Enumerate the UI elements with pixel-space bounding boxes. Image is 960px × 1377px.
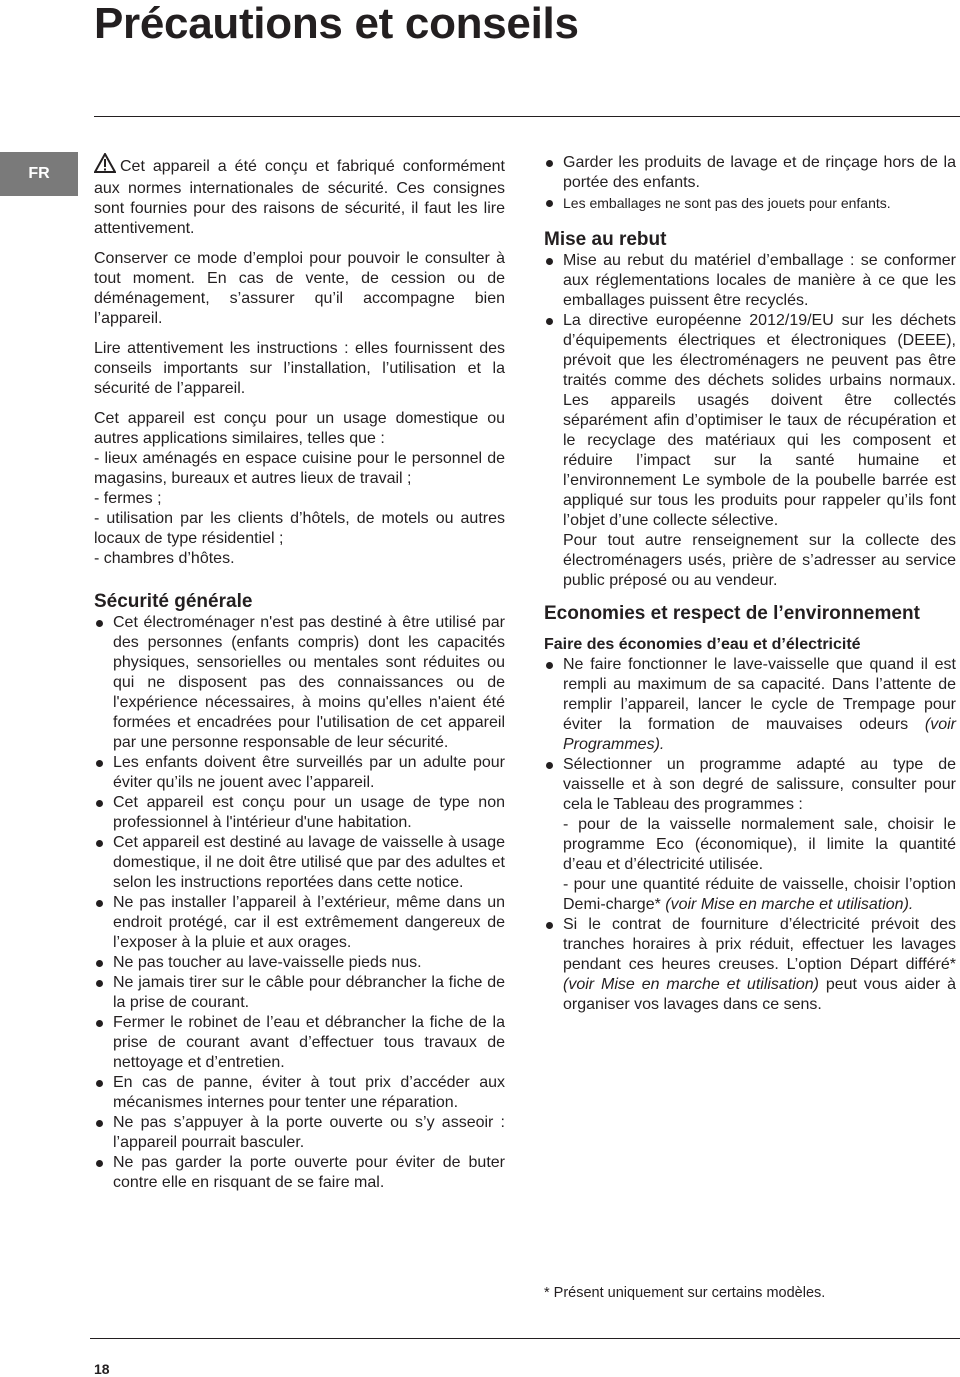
list-item: Cet électroménager n'est pas destiné à être utilisé par des personnes (enfants compris) dont les capacités physiques, sensorielles ou mentales sont réduites ou qui ne disposent pas des connaissances ou de l'expérience nécessaires, à moins qu'elles n'aient été formées et encadrées pour l'utilisation de cet appareil par une personne responsable de leur sécurité. (94, 613, 505, 753)
disposal-heading: Mise au rebut (544, 229, 667, 250)
intro-paragraph-2: Conserver ce mode d’emploi pour pouvoir le consulter à tout moment. En cas de vente, de cession ou de déménagement, s’assurer qu’il accompagne bien l’appareil. (94, 250, 505, 327)
disposal-list (544, 251, 956, 591)
list-item: Ne jamais tirer sur le câble pour débrancher la fiche de la prise de courant. (94, 973, 505, 1013)
intro-paragraph-4 (94, 409, 505, 569)
environment-heading: Economies et respect de l’environnement (544, 603, 920, 624)
children-safety-list (544, 153, 956, 213)
language-tab: FR (0, 152, 78, 196)
list-item: Ne pas garder la porte ouverte pour éviter de buter contre elle en risquant de se faire mal. (94, 1153, 505, 1193)
intro-text-1: Cet appareil a été conçu et fabriqué conformément aux normes internationales de sécurité. Ces consignes sont fournies pour des raisons de sécurité, il faut les lire attentivement. (94, 158, 505, 237)
warning-triangle-icon (94, 153, 116, 179)
left-column (94, 153, 505, 1193)
weee-text: La directive européenne 2012/19/EU sur les déchets d’équipements électriques et électroniques (DEEE), prévoit que les électroménagers ne peuvent pas être traités comme des déchets solides urbains normaux. Les appareils usagés doivent être collectés séparément afin d’optimiser le taux de récupération et le recyclage des matériaux qui les composent et réduire l’impact sur la santé humaine et l’environnement Le symbole de la poubelle barrée est appliqué sur tous les produits pour rappeler qu’ils font l’objet d’une collecte sélective. (563, 312, 956, 529)
tariff-text-tail: peut vous aider à organiser vos lavages dans ce sens. (563, 976, 956, 1013)
tariff-text: Si le contrat de fourniture d’électricité prévoit des tranches horaires à prix réduit, effectuer les lavages pendant ces heures creuses. L’option Départ différé* (563, 916, 956, 973)
list-item: Mise au rebut du matériel d’emballage : se conformer aux réglementations locales de manière à ce que les emballages puissent être recyclés. (544, 251, 956, 311)
usage-line: Cet appareil est conçu pour un usage domestique ou autres applications similaires, telles que : (94, 410, 505, 447)
usage-line: - utilisation par les clients d’hôtels, de motels ou autres locaux de type résidentiel ; (94, 510, 505, 547)
list-item: Les emballages ne sont pas des jouets pour enfants. (544, 193, 956, 213)
list-item: Ne pas installer l’appareil à l’extérieur, même dans un endroit protégé, car il est extrêmement dangereux de l’exposer à la pluie et aux orages. (94, 893, 505, 953)
weee-info-text: Pour tout autre renseignement sur la collecte des électroménagers usés, prière de s’adresser au service public préposé ou au vendeur. (563, 532, 956, 589)
program-text: - pour de la vaisselle normalement sale, choisir le programme Eco (économique), il limite la quantité d’eau et d’électricité utilisée. (563, 816, 956, 873)
list-item: Cet appareil est conçu pour un usage de type non professionnel à l'intérieur d'une habitation. (94, 793, 505, 833)
footnote: * Présent uniquement sur certains modèles. (544, 1285, 826, 1301)
cross-reference: (voir Mise en marche et utilisation). (665, 896, 914, 913)
list-item: Ne pas s’appuyer à la porte ouverte ou s’y asseoir : l’appareil pourrait basculer. (94, 1113, 505, 1153)
usage-line: - lieux aménagés en espace cuisine pour le personnel de magasins, bureaux et autres lieux de travail ; (94, 450, 505, 487)
list-item: Ne pas toucher au lave-vaisselle pieds nus. (94, 953, 505, 973)
savings-subheading: Faire des économies d’eau et d’électricité (544, 636, 861, 653)
list-item: Fermer le robinet de l’eau et débrancher la fiche de la prise de courant avant d’effectuer tous travaux de nettoyage et d’entretien. (94, 1013, 505, 1073)
list-item (544, 311, 956, 591)
intro-paragraph-1 (94, 153, 505, 239)
right-column (544, 153, 956, 1015)
intro-paragraph-3: Lire attentivement les instructions : elles fournissent des conseils importants sur l’installation, l’utilisation et la sécurité de l’appareil. (94, 340, 505, 397)
footer-divider (90, 1338, 960, 1339)
usage-line: - chambres d’hôtes. (94, 550, 235, 567)
page-title: Précautions et conseils (94, 0, 579, 48)
header-divider (94, 116, 960, 117)
page-number: 18 (94, 1361, 110, 1377)
savings-list (544, 655, 956, 1015)
program-text (563, 875, 956, 915)
cross-reference: (voir Mise en marche et utilisation) (563, 976, 819, 993)
list-item: Garder les produits de lavage et de rinçage hors de la portée des enfants. (544, 153, 956, 193)
list-item (544, 915, 956, 1015)
general-safety-list (94, 613, 505, 1193)
list-item: Cet appareil est destiné au lavage de vaisselle à usage domestique, il ne doit être utilisé que par des adultes et selon les instructions reportées dans cette notice. (94, 833, 505, 893)
list-item (544, 655, 956, 755)
list-item: Les enfants doivent être surveillés par un adulte pour éviter qu’ils ne jouent avec l’appareil. (94, 753, 505, 793)
program-text-part: - pour une quantité réduite de vaisselle, choisir l’option Demi-charge* (563, 876, 956, 913)
savings-text: Ne faire fonctionner le lave-vaisselle que quand il est rempli au maximum de sa capacité. Dans l’attente de remplir l’appareil, lancer le cycle de Trempage pour éviter la formation de mauvaises odeurs (563, 656, 956, 733)
usage-line: - fermes ; (94, 490, 162, 507)
list-item (544, 755, 956, 915)
cross-reference: (voir Programmes). (563, 716, 956, 753)
program-text: Sélectionner un programme adapté au type de vaisselle et à son degré de salissure, consulter pour cela le Tableau des programmes : (563, 756, 956, 813)
general-safety-heading: Sécurité générale (94, 591, 253, 612)
list-item: En cas de panne, éviter à tout prix d’accéder aux mécanismes internes pour tenter une réparation. (94, 1073, 505, 1113)
